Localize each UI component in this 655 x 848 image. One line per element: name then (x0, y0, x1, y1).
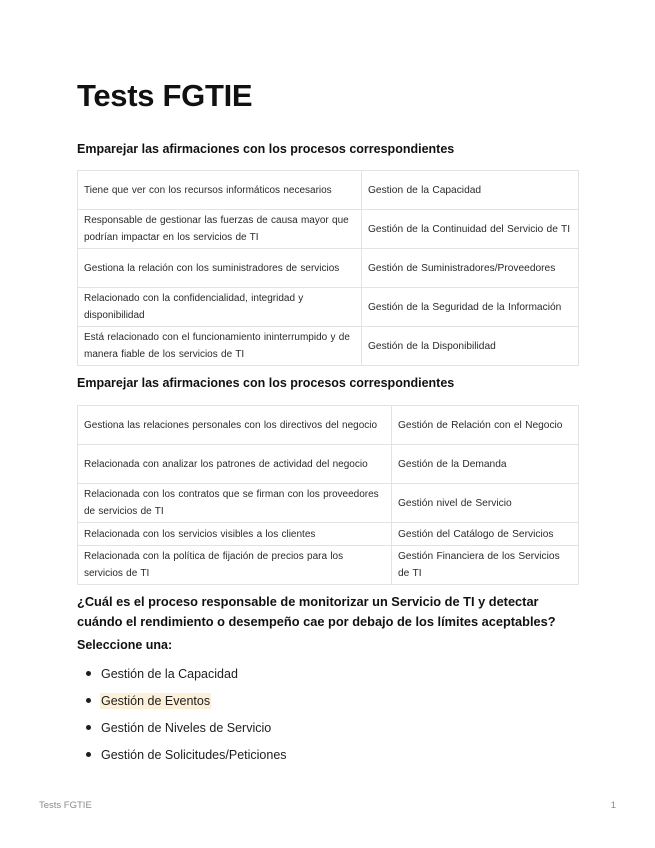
statement-cell: Responsable de gestionar las fuerzas de causa mayor que podrían impactar en los servicios de TI (78, 210, 362, 249)
table-row (78, 406, 579, 445)
answer-option-label: Gestión de Eventos (101, 694, 211, 708)
statement-cell: Relacionada con los contratos que se firman con los proveedores de servicios de TI (78, 484, 392, 523)
process-cell: Gestión nivel de Servicio (392, 484, 579, 523)
table-row (78, 249, 579, 288)
table-row (78, 445, 579, 484)
answer-options-list (77, 664, 288, 772)
question-2-heading: Emparejar las afirmaciones con los procesos correspondientes (77, 376, 455, 390)
process-cell: Gestión del Catálogo de Servicios (392, 523, 579, 546)
bullet-icon (86, 752, 91, 757)
process-cell: Gestión de Suministradores/Proveedores (362, 249, 579, 288)
table-row (78, 210, 579, 249)
statement-cell: Tiene que ver con los recursos informáticos necesarios (78, 171, 362, 210)
statement-cell: Gestiona la relación con los suministradores de servicios (78, 249, 362, 288)
statement-cell: Relacionada con analizar los patrones de actividad del negocio (78, 445, 392, 484)
table-row (78, 546, 579, 585)
footer-page-number: 1 (610, 800, 616, 811)
process-cell: Gestión Financiera de los Servicios de TI (392, 546, 579, 585)
table-row (78, 327, 579, 366)
table-row (78, 523, 579, 546)
table-row (78, 171, 579, 210)
bullet-icon (86, 725, 91, 730)
process-cell: Gestión de la Continuidad del Servicio de TI (362, 210, 579, 249)
process-cell: Gestión de la Disponibilidad (362, 327, 579, 366)
process-cell: Gestión de la Seguridad de la Información (362, 288, 579, 327)
answer-option-label: Gestión de Niveles de Servicio (101, 721, 272, 735)
statement-cell: Relacionada con los servicios visibles a los clientes (78, 523, 392, 546)
answer-option-selected[interactable] (77, 691, 288, 718)
statement-cell: Relacionada con la política de fijación de precios para los servicios de TI (78, 546, 392, 585)
answer-option-label: Gestión de la Capacidad (101, 667, 238, 681)
answer-option[interactable] (77, 664, 288, 691)
question-3-prompt: ¿Cuál es el proceso responsable de monitorizar un Servicio de TI y detectar cuándo el rendimiento o desempeño cae por debajo de los límites aceptables? (77, 594, 556, 629)
bullet-icon (86, 698, 91, 703)
answer-option[interactable] (77, 718, 288, 745)
table-row (78, 484, 579, 523)
process-cell: Gestion de la Capacidad (362, 171, 579, 210)
statement-cell: Gestiona las relaciones personales con los directivos del negocio (78, 406, 392, 445)
statement-cell: Relacionado con la confidencialidad, integridad y disponibilidad (78, 288, 362, 327)
select-one-label: Seleccione una: (77, 638, 173, 652)
question-2-table (77, 405, 579, 585)
answer-option-label: Gestión de Solicitudes/Peticiones (101, 748, 287, 762)
page-title: Tests FGTIE (77, 78, 253, 113)
bullet-icon (86, 671, 91, 676)
process-cell: Gestión de la Demanda (392, 445, 579, 484)
question-1-table (77, 170, 579, 366)
statement-cell: Está relacionado con el funcionamiento ininterrumpido y de manera fiable de los servicios de TI (78, 327, 362, 366)
process-cell: Gestión de Relación con el Negocio (392, 406, 579, 445)
question-1-heading: Emparejar las afirmaciones con los procesos correspondientes (77, 142, 455, 156)
footer-document-title: Tests FGTIE (39, 800, 92, 811)
table-row (78, 288, 579, 327)
answer-option[interactable] (77, 745, 288, 772)
